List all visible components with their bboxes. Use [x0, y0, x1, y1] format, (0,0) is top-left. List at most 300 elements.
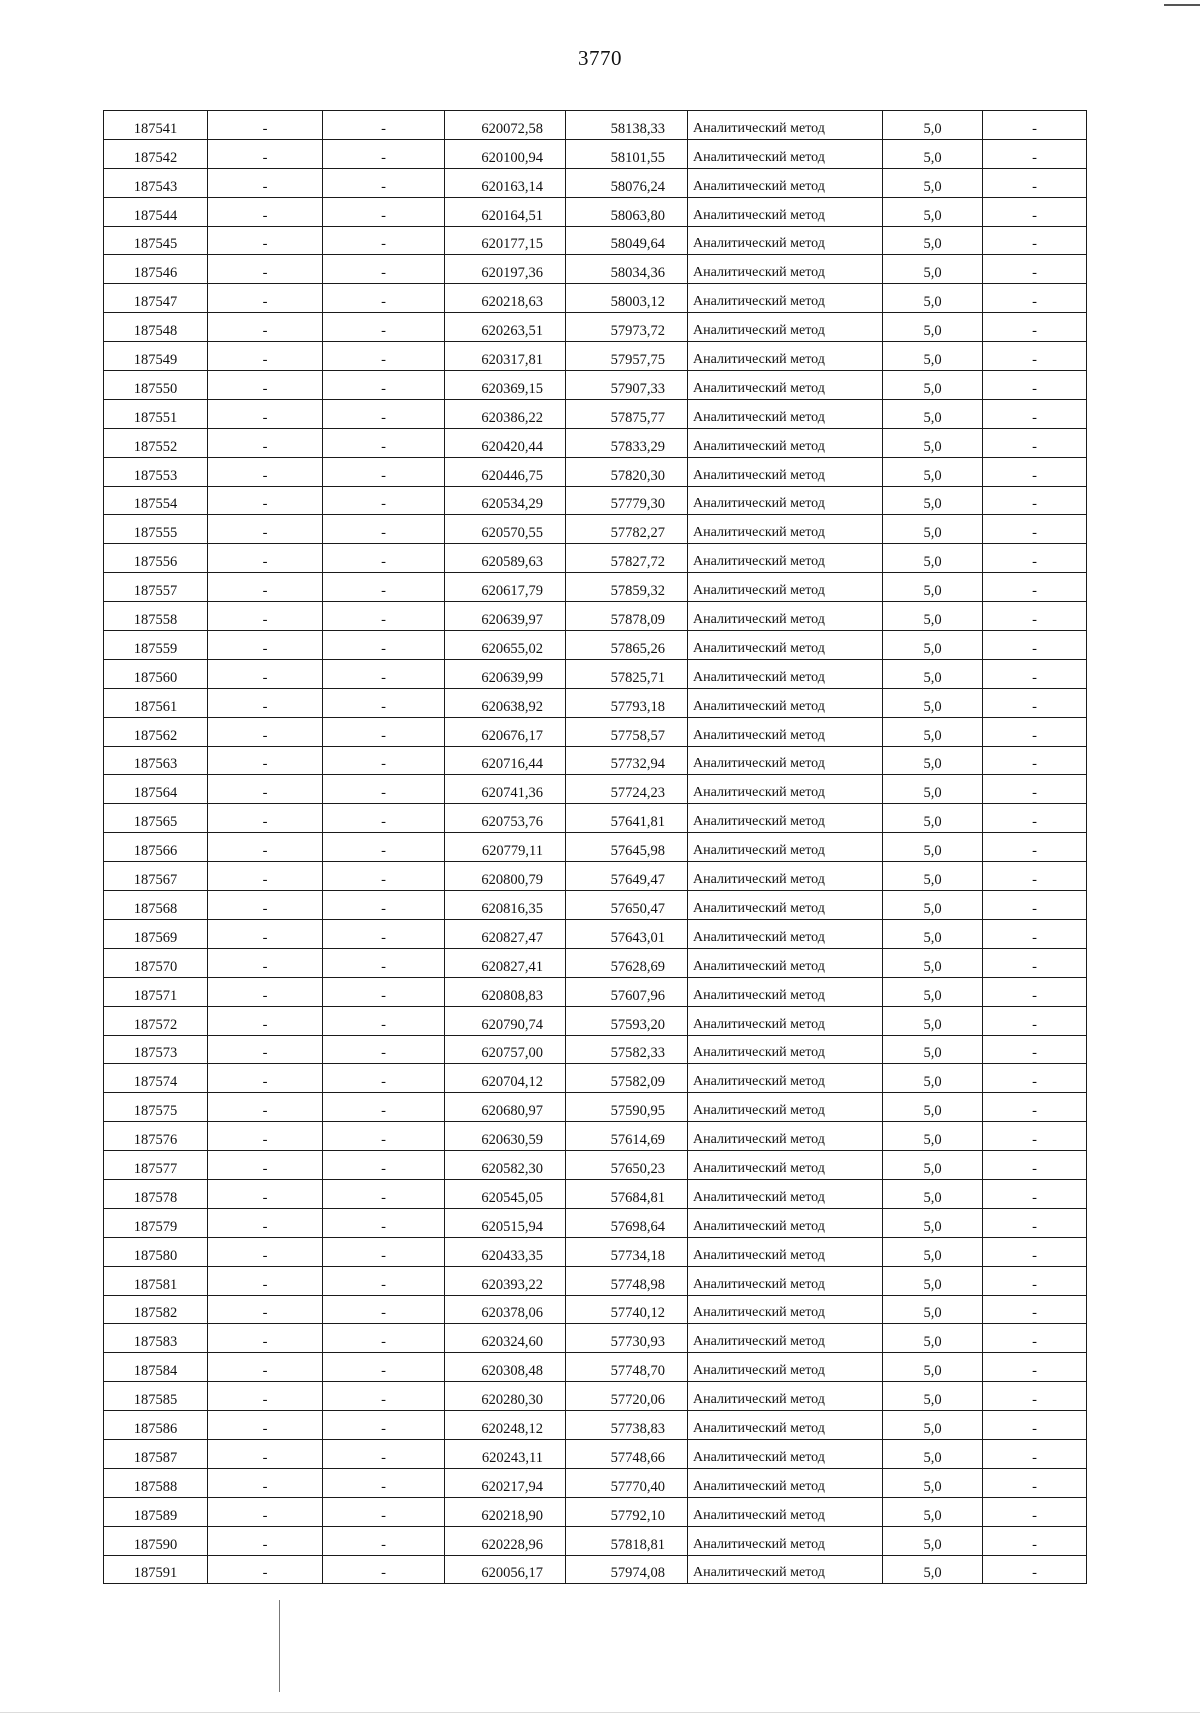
empty-cell: -	[323, 1295, 445, 1324]
empty-cell: -	[983, 1035, 1087, 1064]
x-coordinate-cell: 620308,48	[445, 1353, 566, 1382]
empty-cell: -	[983, 544, 1087, 573]
y-coordinate-cell: 57740,12	[566, 1295, 688, 1324]
point-number-cell: 187561	[104, 688, 208, 717]
empty-cell: -	[983, 746, 1087, 775]
x-coordinate-cell: 620655,02	[445, 631, 566, 660]
point-number-cell: 187567	[104, 862, 208, 891]
x-coordinate-cell: 620704,12	[445, 1064, 566, 1093]
method-cell: Аналитический метод	[688, 1237, 883, 1266]
method-cell: Аналитический метод	[688, 833, 883, 862]
accuracy-cell: 5,0	[883, 919, 983, 948]
empty-cell: -	[983, 602, 1087, 631]
method-cell: Аналитический метод	[688, 1468, 883, 1497]
method-cell: Аналитический метод	[688, 1411, 883, 1440]
accuracy-cell: 5,0	[883, 804, 983, 833]
method-cell: Аналитический метод	[688, 1439, 883, 1468]
x-coordinate-cell: 620716,44	[445, 746, 566, 775]
method-cell: Аналитический метод	[688, 1555, 883, 1584]
x-coordinate-cell: 620218,90	[445, 1497, 566, 1526]
empty-cell: -	[983, 1468, 1087, 1497]
accuracy-cell: 5,0	[883, 833, 983, 862]
y-coordinate-cell: 57974,08	[566, 1555, 688, 1584]
empty-cell: -	[208, 544, 323, 573]
empty-cell: -	[208, 602, 323, 631]
empty-cell: -	[208, 342, 323, 371]
y-coordinate-cell: 57875,77	[566, 399, 688, 428]
empty-cell: -	[983, 1006, 1087, 1035]
y-coordinate-cell: 57649,47	[566, 862, 688, 891]
accuracy-cell: 5,0	[883, 862, 983, 891]
y-coordinate-cell: 57758,57	[566, 717, 688, 746]
empty-cell: -	[208, 399, 323, 428]
table-row	[104, 746, 1087, 775]
accuracy-cell: 5,0	[883, 1411, 983, 1440]
x-coordinate-cell: 620570,55	[445, 515, 566, 544]
empty-cell: -	[983, 1324, 1087, 1353]
empty-cell: -	[208, 919, 323, 948]
table-row	[104, 1006, 1087, 1035]
empty-cell: -	[323, 1526, 445, 1555]
point-number-cell: 187548	[104, 313, 208, 342]
point-number-cell: 187546	[104, 255, 208, 284]
empty-cell: -	[323, 284, 445, 313]
accuracy-cell: 5,0	[883, 1151, 983, 1180]
empty-cell: -	[983, 833, 1087, 862]
point-number-cell: 187545	[104, 226, 208, 255]
empty-cell: -	[208, 1035, 323, 1064]
empty-cell: -	[323, 1208, 445, 1237]
method-cell: Аналитический метод	[688, 1151, 883, 1180]
empty-cell: -	[323, 226, 445, 255]
x-coordinate-cell: 620534,29	[445, 486, 566, 515]
empty-cell: -	[983, 515, 1087, 544]
empty-cell: -	[323, 1411, 445, 1440]
accuracy-cell: 5,0	[883, 1208, 983, 1237]
empty-cell: -	[208, 1411, 323, 1440]
point-number-cell: 187591	[104, 1555, 208, 1584]
table-row	[104, 255, 1087, 284]
empty-cell: -	[208, 862, 323, 891]
point-number-cell: 187565	[104, 804, 208, 833]
point-number-cell: 187550	[104, 371, 208, 400]
empty-cell: -	[323, 891, 445, 920]
empty-cell: -	[983, 197, 1087, 226]
accuracy-cell: 5,0	[883, 544, 983, 573]
table-row	[104, 977, 1087, 1006]
x-coordinate-cell: 620630,59	[445, 1122, 566, 1151]
x-coordinate-cell: 620369,15	[445, 371, 566, 400]
point-number-cell: 187574	[104, 1064, 208, 1093]
empty-cell: -	[208, 1093, 323, 1122]
method-cell: Аналитический метод	[688, 1295, 883, 1324]
empty-cell: -	[323, 197, 445, 226]
empty-cell: -	[323, 775, 445, 804]
point-number-cell: 187578	[104, 1179, 208, 1208]
y-coordinate-cell: 57582,09	[566, 1064, 688, 1093]
y-coordinate-cell: 57650,23	[566, 1151, 688, 1180]
method-cell: Аналитический метод	[688, 602, 883, 631]
method-cell: Аналитический метод	[688, 746, 883, 775]
y-coordinate-cell: 57582,33	[566, 1035, 688, 1064]
x-coordinate-cell: 620779,11	[445, 833, 566, 862]
y-coordinate-cell: 57779,30	[566, 486, 688, 515]
x-coordinate-cell: 620280,30	[445, 1382, 566, 1411]
empty-cell: -	[983, 457, 1087, 486]
empty-cell: -	[208, 1555, 323, 1584]
point-number-cell: 187556	[104, 544, 208, 573]
empty-cell: -	[208, 1295, 323, 1324]
empty-cell: -	[323, 1497, 445, 1526]
point-number-cell: 187558	[104, 602, 208, 631]
y-coordinate-cell: 57825,71	[566, 659, 688, 688]
empty-cell: -	[323, 1151, 445, 1180]
accuracy-cell: 5,0	[883, 168, 983, 197]
table-row	[104, 1237, 1087, 1266]
accuracy-cell: 5,0	[883, 1468, 983, 1497]
y-coordinate-cell: 57878,09	[566, 602, 688, 631]
point-number-cell: 187589	[104, 1497, 208, 1526]
empty-cell: -	[983, 1411, 1087, 1440]
method-cell: Аналитический метод	[688, 168, 883, 197]
method-cell: Аналитический метод	[688, 1497, 883, 1526]
empty-cell: -	[323, 486, 445, 515]
empty-cell: -	[323, 1006, 445, 1035]
empty-cell: -	[323, 1439, 445, 1468]
empty-cell: -	[983, 688, 1087, 717]
empty-cell: -	[208, 948, 323, 977]
empty-cell: -	[323, 457, 445, 486]
empty-cell: -	[983, 775, 1087, 804]
accuracy-cell: 5,0	[883, 1382, 983, 1411]
point-number-cell: 187554	[104, 486, 208, 515]
empty-cell: -	[208, 1468, 323, 1497]
y-coordinate-cell: 58034,36	[566, 255, 688, 284]
table-row	[104, 111, 1087, 140]
empty-cell: -	[983, 399, 1087, 428]
empty-cell: -	[208, 833, 323, 862]
x-coordinate-cell: 620582,30	[445, 1151, 566, 1180]
point-number-cell: 187559	[104, 631, 208, 660]
accuracy-cell: 5,0	[883, 891, 983, 920]
point-number-cell: 187555	[104, 515, 208, 544]
y-coordinate-cell: 58101,55	[566, 139, 688, 168]
coordinates-table	[103, 110, 1087, 1584]
method-cell: Аналитический метод	[688, 139, 883, 168]
table-row	[104, 371, 1087, 400]
empty-cell: -	[208, 573, 323, 602]
point-number-cell: 187569	[104, 919, 208, 948]
x-coordinate-cell: 620617,79	[445, 573, 566, 602]
y-coordinate-cell: 58063,80	[566, 197, 688, 226]
empty-cell: -	[323, 1093, 445, 1122]
point-number-cell: 187551	[104, 399, 208, 428]
empty-cell: -	[983, 862, 1087, 891]
y-coordinate-cell: 58138,33	[566, 111, 688, 140]
accuracy-cell: 5,0	[883, 1122, 983, 1151]
empty-cell: -	[208, 1237, 323, 1266]
table-row	[104, 197, 1087, 226]
empty-cell: -	[323, 139, 445, 168]
empty-cell: -	[983, 1439, 1087, 1468]
empty-cell: -	[983, 717, 1087, 746]
point-number-cell: 187582	[104, 1295, 208, 1324]
empty-cell: -	[983, 573, 1087, 602]
empty-cell: -	[323, 833, 445, 862]
x-coordinate-cell: 620217,94	[445, 1468, 566, 1497]
y-coordinate-cell: 57732,94	[566, 746, 688, 775]
empty-cell: -	[323, 1064, 445, 1093]
table-row	[104, 1179, 1087, 1208]
empty-cell: -	[208, 1179, 323, 1208]
accuracy-cell: 5,0	[883, 688, 983, 717]
empty-cell: -	[208, 1064, 323, 1093]
empty-cell: -	[323, 573, 445, 602]
x-coordinate-cell: 620680,97	[445, 1093, 566, 1122]
point-number-cell: 187564	[104, 775, 208, 804]
empty-cell: -	[208, 486, 323, 515]
x-coordinate-cell: 620056,17	[445, 1555, 566, 1584]
point-number-cell: 187581	[104, 1266, 208, 1295]
method-cell: Аналитический метод	[688, 515, 883, 544]
empty-cell: -	[983, 919, 1087, 948]
empty-cell: -	[323, 313, 445, 342]
x-coordinate-cell: 620741,36	[445, 775, 566, 804]
point-number-cell: 187552	[104, 428, 208, 457]
table-row	[104, 457, 1087, 486]
empty-cell: -	[208, 775, 323, 804]
accuracy-cell: 5,0	[883, 1353, 983, 1382]
y-coordinate-cell: 57973,72	[566, 313, 688, 342]
accuracy-cell: 5,0	[883, 1035, 983, 1064]
accuracy-cell: 5,0	[883, 948, 983, 977]
point-number-cell: 187549	[104, 342, 208, 371]
empty-cell: -	[323, 1179, 445, 1208]
y-coordinate-cell: 57650,47	[566, 891, 688, 920]
empty-cell: -	[208, 197, 323, 226]
y-coordinate-cell: 57641,81	[566, 804, 688, 833]
empty-cell: -	[208, 1122, 323, 1151]
x-coordinate-cell: 620827,47	[445, 919, 566, 948]
empty-cell: -	[983, 111, 1087, 140]
accuracy-cell: 5,0	[883, 284, 983, 313]
empty-cell: -	[983, 1151, 1087, 1180]
point-number-cell: 187542	[104, 139, 208, 168]
empty-cell: -	[208, 1353, 323, 1382]
table-row	[104, 1555, 1087, 1584]
accuracy-cell: 5,0	[883, 428, 983, 457]
empty-cell: -	[208, 659, 323, 688]
point-number-cell: 187587	[104, 1439, 208, 1468]
table-body	[104, 111, 1087, 1584]
y-coordinate-cell: 58049,64	[566, 226, 688, 255]
accuracy-cell: 5,0	[883, 602, 983, 631]
table-row	[104, 688, 1087, 717]
empty-cell: -	[323, 1324, 445, 1353]
empty-cell: -	[323, 1237, 445, 1266]
empty-cell: -	[983, 1497, 1087, 1526]
empty-cell: -	[983, 371, 1087, 400]
empty-cell: -	[323, 717, 445, 746]
empty-cell: -	[983, 1266, 1087, 1295]
table-row	[104, 804, 1087, 833]
method-cell: Аналитический метод	[688, 1122, 883, 1151]
y-coordinate-cell: 57957,75	[566, 342, 688, 371]
accuracy-cell: 5,0	[883, 573, 983, 602]
accuracy-cell: 5,0	[883, 1295, 983, 1324]
empty-cell: -	[208, 313, 323, 342]
method-cell: Аналитический метод	[688, 631, 883, 660]
empty-cell: -	[323, 1468, 445, 1497]
y-coordinate-cell: 57827,72	[566, 544, 688, 573]
empty-cell: -	[323, 515, 445, 544]
x-coordinate-cell: 620827,41	[445, 948, 566, 977]
page-number: 3770	[578, 46, 622, 70]
table-row	[104, 1093, 1087, 1122]
y-coordinate-cell: 57833,29	[566, 428, 688, 457]
method-cell: Аналитический метод	[688, 1382, 883, 1411]
point-number-cell: 187541	[104, 111, 208, 140]
x-coordinate-cell: 620753,76	[445, 804, 566, 833]
empty-cell: -	[208, 1324, 323, 1353]
x-coordinate-cell: 620816,35	[445, 891, 566, 920]
point-number-cell: 187568	[104, 891, 208, 920]
method-cell: Аналитический метод	[688, 862, 883, 891]
empty-cell: -	[983, 977, 1087, 1006]
point-number-cell: 187579	[104, 1208, 208, 1237]
method-cell: Аналитический метод	[688, 226, 883, 255]
point-number-cell: 187584	[104, 1353, 208, 1382]
table-row	[104, 486, 1087, 515]
x-coordinate-cell: 620218,63	[445, 284, 566, 313]
y-coordinate-cell: 57645,98	[566, 833, 688, 862]
x-coordinate-cell: 620790,74	[445, 1006, 566, 1035]
method-cell: Аналитический метод	[688, 1353, 883, 1382]
y-coordinate-cell: 57782,27	[566, 515, 688, 544]
point-number-cell: 187588	[104, 1468, 208, 1497]
empty-cell: -	[323, 977, 445, 1006]
y-coordinate-cell: 57628,69	[566, 948, 688, 977]
table-row	[104, 833, 1087, 862]
x-coordinate-cell: 620433,35	[445, 1237, 566, 1266]
x-coordinate-cell: 620589,63	[445, 544, 566, 573]
accuracy-cell: 5,0	[883, 1555, 983, 1584]
point-number-cell: 187560	[104, 659, 208, 688]
accuracy-cell: 5,0	[883, 457, 983, 486]
point-number-cell: 187585	[104, 1382, 208, 1411]
empty-cell: -	[983, 1382, 1087, 1411]
y-coordinate-cell: 58076,24	[566, 168, 688, 197]
empty-cell: -	[323, 1035, 445, 1064]
empty-cell: -	[983, 342, 1087, 371]
table-row	[104, 544, 1087, 573]
empty-cell: -	[208, 168, 323, 197]
y-coordinate-cell: 57738,83	[566, 1411, 688, 1440]
point-number-cell: 187575	[104, 1093, 208, 1122]
accuracy-cell: 5,0	[883, 1497, 983, 1526]
point-number-cell: 187590	[104, 1526, 208, 1555]
method-cell: Аналитический метод	[688, 1266, 883, 1295]
method-cell: Аналитический метод	[688, 717, 883, 746]
point-number-cell: 187547	[104, 284, 208, 313]
method-cell: Аналитический метод	[688, 919, 883, 948]
table-row	[104, 717, 1087, 746]
method-cell: Аналитический метод	[688, 255, 883, 284]
empty-cell: -	[208, 284, 323, 313]
method-cell: Аналитический метод	[688, 804, 883, 833]
x-coordinate-cell: 620515,94	[445, 1208, 566, 1237]
empty-cell: -	[323, 659, 445, 688]
x-coordinate-cell: 620248,12	[445, 1411, 566, 1440]
empty-cell: -	[323, 255, 445, 284]
empty-cell: -	[208, 255, 323, 284]
y-coordinate-cell: 57730,93	[566, 1324, 688, 1353]
x-coordinate-cell: 620545,05	[445, 1179, 566, 1208]
empty-cell: -	[983, 139, 1087, 168]
accuracy-cell: 5,0	[883, 486, 983, 515]
y-coordinate-cell: 57614,69	[566, 1122, 688, 1151]
method-cell: Аналитический метод	[688, 891, 883, 920]
empty-cell: -	[983, 486, 1087, 515]
y-coordinate-cell: 57720,06	[566, 1382, 688, 1411]
empty-cell: -	[983, 428, 1087, 457]
point-number-cell: 187576	[104, 1122, 208, 1151]
empty-cell: -	[208, 111, 323, 140]
point-number-cell: 187562	[104, 717, 208, 746]
scan-edge-mark	[1164, 4, 1200, 6]
y-coordinate-cell: 57907,33	[566, 371, 688, 400]
point-number-cell: 187571	[104, 977, 208, 1006]
table-row	[104, 659, 1087, 688]
table-row	[104, 948, 1087, 977]
x-coordinate-cell: 620177,15	[445, 226, 566, 255]
y-coordinate-cell: 57865,26	[566, 631, 688, 660]
empty-cell: -	[323, 1382, 445, 1411]
y-coordinate-cell: 57748,70	[566, 1353, 688, 1382]
empty-cell: -	[983, 1237, 1087, 1266]
empty-cell: -	[983, 284, 1087, 313]
empty-cell: -	[323, 602, 445, 631]
point-number-cell: 187573	[104, 1035, 208, 1064]
accuracy-cell: 5,0	[883, 139, 983, 168]
x-coordinate-cell: 620228,96	[445, 1526, 566, 1555]
method-cell: Аналитический метод	[688, 1006, 883, 1035]
scan-artifact-line	[279, 1600, 280, 1692]
accuracy-cell: 5,0	[883, 255, 983, 284]
empty-cell: -	[208, 1208, 323, 1237]
accuracy-cell: 5,0	[883, 746, 983, 775]
point-number-cell: 187570	[104, 948, 208, 977]
table-row	[104, 313, 1087, 342]
table-row	[104, 284, 1087, 313]
table-row	[104, 1064, 1087, 1093]
y-coordinate-cell: 57684,81	[566, 1179, 688, 1208]
empty-cell: -	[323, 428, 445, 457]
x-coordinate-cell: 620808,83	[445, 977, 566, 1006]
method-cell: Аналитический метод	[688, 284, 883, 313]
method-cell: Аналитический метод	[688, 948, 883, 977]
method-cell: Аналитический метод	[688, 977, 883, 1006]
table-row	[104, 1439, 1087, 1468]
empty-cell: -	[983, 891, 1087, 920]
empty-cell: -	[983, 1353, 1087, 1382]
accuracy-cell: 5,0	[883, 775, 983, 804]
empty-cell: -	[208, 1497, 323, 1526]
empty-cell: -	[208, 428, 323, 457]
y-coordinate-cell: 57818,81	[566, 1526, 688, 1555]
accuracy-cell: 5,0	[883, 1324, 983, 1353]
empty-cell: -	[323, 948, 445, 977]
